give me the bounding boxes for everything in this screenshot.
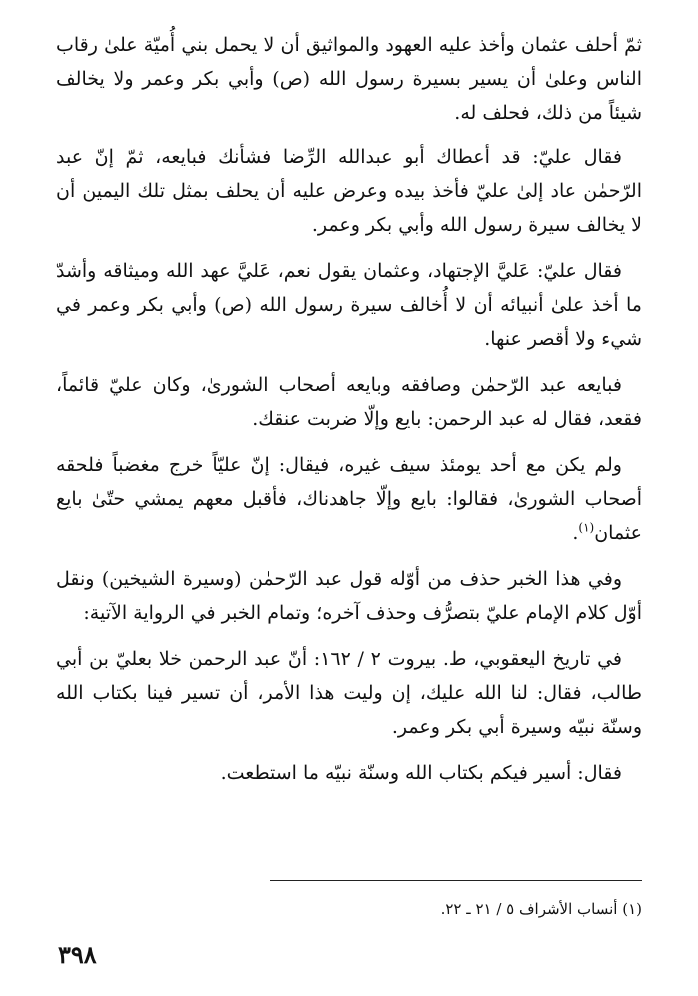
footnote-reference[interactable]: (١)	[578, 520, 595, 535]
paragraph-8: فقال: أسير فيكم بكتاب الله وسنّة نبيّه ما استطعت.	[220, 762, 622, 784]
paragraph-5-text: ولم يكن مع أحد يومئذ سيف غيره، فيقال: إنّ عليّاً خرج مغضباً فلحقه أصحاب الشورىٰ، فقالوا: بايع وإلّا جاهدناك، فأقبل معهم يمشي حتّىٰ بايع عثمان	[56, 454, 642, 544]
paragraph-5-end: .	[572, 522, 579, 544]
paragraph-1: ثمّ أحلف عثمان وأخذ عليه العهود والمواثيق أن لا يحمل بني أُميّة علىٰ رقاب الناس وعلىٰ أن يسير بسيرة رسول الله (ص) وأبي بكر وعمر ولا يخالف شيئاً من ذلك، فحلف له.	[56, 34, 642, 124]
paragraph-6: وفي هذا الخبر حذف من أوّله قول عبد الرّحمٰن (وسيرة الشيخين) ونقل أوّل كلام الإمام عليّ بتصرُّف وحذف آخره؛ وتمام الخبر في الرواية الآتية:	[56, 568, 642, 624]
footnote: (١) أنساب الأشراف ٥ / ٢١ ـ ٢٢.	[440, 900, 642, 918]
paragraph-2: فقال عليّ: قد أعطاك أبو عبدالله الرِّضا فشأنك فبايعه، ثمّ إنّ عبد الرّحمٰن عاد إلىٰ عليّ فأخذ بيده وعرض عليه أن يحلف بمثل تلك اليمين أن لا يخالف سيرة رسول الله وأبي بكر وعمر.	[56, 146, 642, 236]
page-number: ٣٩٨	[58, 940, 97, 969]
book-page	[56, 28, 642, 968]
paragraph-3: فقال عليّ: عَليَّ الإجتهاد، وعثمان يقول نعم، عَليَّ عهد الله وميثاقه وأشدّ ما أخذ علىٰ أنبيائه أن لا أُخالف سيرة رسول الله (ص) وأبي بكر وعمر في شيء ولا أقصر عنها.	[56, 260, 642, 350]
paragraph-7: في تاريخ اليعقوبي، ط. بيروت ٢ / ١٦٢: أنّ عبد الرحمن خلا بعليّ بن أبي طالب، فقال: لنا الله عليك، إن وليت هذا الأمر، أن تسير فينا بكتاب الله وسنّة نبيّه وسيرة أبي بكر وعمر.	[56, 648, 642, 738]
footnote-divider	[270, 880, 642, 881]
paragraph-4: فبايعه عبد الرّحمٰن وصافقه وبايعه أصحاب الشورىٰ، وكان عليّ قائماً، فقعد، فقال له عبد الرحمن: بايع وإلّا ضربت عنقك.	[56, 374, 642, 430]
paragraph-5	[56, 448, 642, 550]
